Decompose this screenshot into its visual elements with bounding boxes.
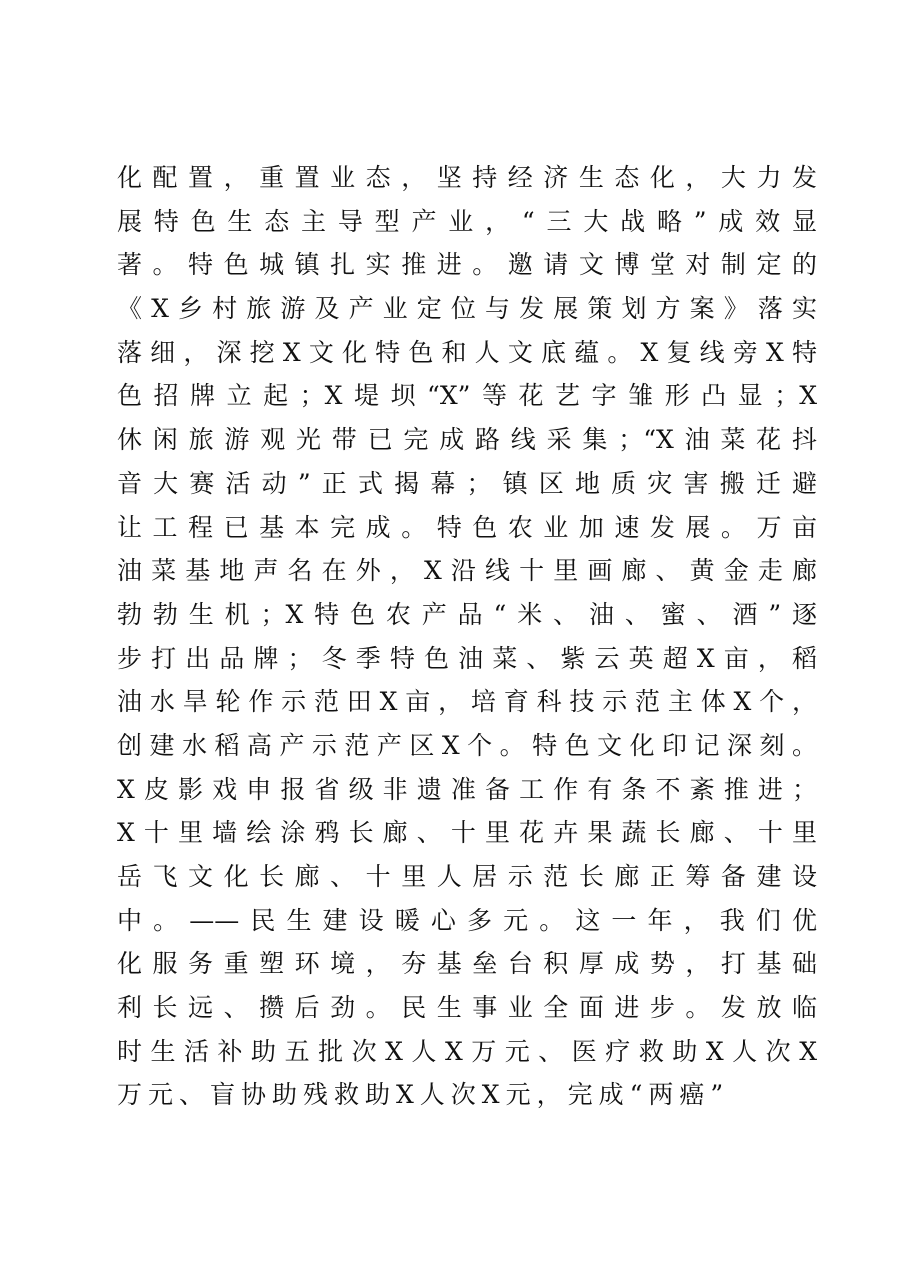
text-line-20: 利长远、攒后劲。民生事业全面进步。发放临	[117, 993, 817, 1023]
text-line-22: 万元、盲协助残救助X人次X元，完成“两癌”	[117, 1080, 730, 1110]
text-line-10: 油菜基地声名在外，X沿线十里画廊、黄金走廊	[117, 556, 817, 586]
text-line-5: 落细，深挖X文化特色和人文底蕴。X复线旁X特	[117, 337, 817, 367]
text-line-13: 油水旱轮作示范田X亩，培育科技示范主体X个，	[117, 687, 817, 717]
text-line-8: 音大赛活动”正式揭幕；镇区地质灾害搬迁避	[117, 468, 817, 498]
text-line-1: 化配置，重置业态，坚持经济生态化，大力发	[117, 163, 817, 192]
text-line-21: 时生活补助五批次X人X万元、医疗救助X人次X	[117, 1036, 817, 1066]
body-text	[117, 156, 817, 1117]
text-line-7: 休闲旅游观光带已完成路线采集；“X油菜花抖	[117, 425, 817, 455]
text-line-17: 岳飞文化长廊、十里人居示范长廊正筹备建设	[117, 862, 817, 891]
text-line-16: X十里墙绘涂鸦长廊、十里花卉果蔬长廊、十里	[117, 818, 817, 848]
text-line-14: 创建水稻高产示范产区X个。特色文化印记深刻。	[117, 730, 817, 760]
text-line-9: 让工程已基本完成。特色农业加速发展。万亩	[117, 512, 817, 542]
text-line-3: 著。特色城镇扎实推进。邀请文博堂对制定的	[117, 250, 817, 280]
text-line-11: 勃勃生机；X特色农产品“米、油、蜜、酒”逐	[117, 599, 817, 629]
text-line-12: 步打出品牌；冬季特色油菜、紫云英超X亩，稻	[117, 643, 817, 673]
text-line-18: 中。——民生建设暖心多元。这一年，我们优	[117, 905, 817, 935]
text-line-15: X皮影戏申报省级非遗准备工作有条不紊推进；	[117, 774, 817, 804]
text-line-6: 色招牌立起；X堤坝“X”等花艺字雏形凸显；X	[117, 381, 817, 411]
text-line-2: 展特色生态主导型产业，“三大战略”成效显	[117, 206, 817, 236]
text-line-19: 化服务重塑环境，夯基垒台积厚成势，打基础	[117, 949, 817, 979]
text-line-4: 《X乡村旅游及产业定位与发展策划方案》落实	[117, 294, 817, 324]
